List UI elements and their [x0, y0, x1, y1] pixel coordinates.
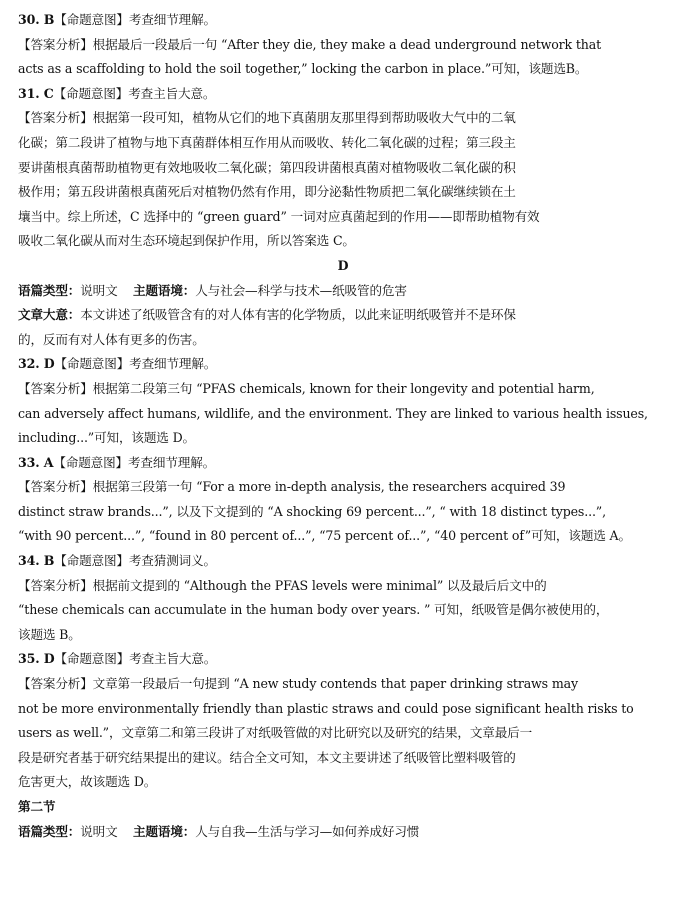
text-line — [18, 746, 668, 771]
text-line-content: 【答案分析】根据第二段第三句 “PFAS chemicals, known for their longevity and potential harm, — [18, 380, 595, 396]
section-heading — [18, 795, 668, 820]
labeled-line — [18, 303, 668, 328]
text-line-content: “with 90 percent...”, “found in 80 percent of...”, “75 percent of...”, “40 percent of”可知，该题选 A。 — [18, 528, 631, 544]
field-value: 本文讲述了纸吸管含有的对人体有害的化学物质，以此来证明纸吸管并不是环保 — [80, 307, 516, 323]
text-line — [18, 229, 668, 254]
question-number: 35. D — [18, 651, 55, 667]
text-line — [18, 598, 668, 623]
field-label: 文章大意： — [18, 307, 81, 323]
question-intent: 【命题意图】考查细节理解。 — [54, 12, 216, 27]
text-line — [18, 574, 668, 599]
field-value: 说明文 — [80, 823, 118, 839]
question-number: 32. D — [18, 356, 55, 372]
spacer — [118, 824, 133, 839]
text-line — [18, 33, 668, 58]
question-heading — [18, 647, 668, 672]
question-intent: 【命题意图】考查细节理解。 — [54, 356, 217, 372]
text-line-content: 段是研究者基于研究结果提出的建议。结合全文可知，本文主要讲述了纸吸管比塑料吸管的 — [18, 749, 516, 765]
text-line-content: can adversely affect humans, wildlife, and the environment. They are linked to various health issues, — [18, 405, 648, 421]
text-line-content: 【答案分析】根据前文提到的 “Although the PFAS levels were minimal” 以及最后后文中的 — [18, 577, 547, 593]
question-number: 34. B — [18, 553, 55, 569]
text-line — [18, 770, 668, 795]
section-letter — [18, 254, 668, 279]
text-line-content: 吸收二氧化碳从而对生态环境起到保护作用，所以答案选 C。 — [18, 233, 355, 249]
text-line-content: 化碳；第二段讲了植物与地下真菌群体相互作用从而吸收、转化二氧化碳的过程；第三段主 — [18, 134, 516, 150]
text-line — [18, 426, 668, 451]
question-number: 33. A — [18, 454, 54, 470]
question-heading — [18, 549, 668, 574]
answer-key-page — [18, 8, 668, 844]
text-line-content: 【答案分析】根据最后一段最后一句 “After they die, they make a dead underground network that — [18, 36, 602, 52]
text-line-content: acts as a scaffolding to hold the soil together,” locking the carbon in place.”可知，该题选B。 — [18, 61, 588, 77]
question-number: 30. B — [18, 12, 55, 27]
question-heading — [18, 451, 668, 476]
text-line — [18, 328, 668, 353]
text-line — [18, 377, 668, 402]
text-line-content: 危害更大，故该题选 D。 — [18, 774, 157, 790]
text-line — [18, 475, 668, 500]
spacer — [118, 283, 133, 298]
section-letter-text: D — [337, 257, 349, 273]
question-intent: 【命题意图】考查主旨大意。 — [53, 85, 216, 101]
field-value: 人与社会—科学与技术—纸吸管的危害 — [195, 282, 407, 298]
text-line-content: users as well.”，文章第二和第三段讲了对纸吸管做的对比研究以及研究的结果，文章最后一 — [18, 725, 533, 741]
question-intent: 【命题意图】考查细节理解。 — [53, 454, 216, 470]
text-line — [18, 106, 668, 131]
text-line-content: 的，反而有对人体有更多的伤害。 — [18, 331, 205, 347]
field-label: 语篇类型： — [18, 282, 81, 298]
text-line — [18, 721, 668, 746]
text-line — [18, 131, 668, 156]
text-line — [18, 156, 668, 181]
text-line-content: including...”可知，该题选 D。 — [18, 430, 195, 446]
text-line-content: 极作用；第五段讲菌根真菌死后对植物仍然有作用，即分泌黏性物质把二氧化碳继续锁在土 — [18, 184, 516, 200]
text-line — [18, 180, 668, 205]
text-line-content: 壤当中。综上所述，C 选择中的 “green guard” 一词对应真菌起到的作用——即帮助植物有效 — [18, 208, 540, 224]
text-line — [18, 524, 668, 549]
field-label: 主题语境： — [133, 823, 196, 839]
text-line — [18, 500, 668, 525]
text-line-content: 【答案分析】根据第一段可知，植物从它们的地下真菌朋友那里得到帮助吸收大气中的二氧 — [18, 110, 516, 126]
section-heading-text: 第二节 — [18, 799, 56, 814]
text-line — [18, 57, 668, 82]
labeled-line — [18, 820, 668, 845]
text-line-content: 要讲菌根真菌帮助植物更有效地吸收二氧化碳；第四段讲菌根真菌对植物吸收二氧化碳的积 — [18, 159, 516, 175]
text-line-content: not be more environmentally friendly than plastic straws and could pose significant health risks to — [18, 700, 634, 716]
text-line-content: distinct straw brands...”, 以及下文提到的 “A shocking 69 percent...”, “ with 18 distinct types...”, — [18, 503, 606, 519]
text-line-content: 【答案分析】根据第三段第一句 “For a more in-depth analysis, the researchers acquired 39 — [18, 479, 566, 495]
text-line — [18, 623, 668, 648]
text-line — [18, 672, 668, 697]
question-heading — [18, 8, 668, 33]
question-number: 31. C — [18, 85, 54, 101]
text-line — [18, 402, 668, 427]
text-line-content: “these chemicals can accumulate in the human body over years. ” 可知，纸吸管是偶尔被使用的， — [18, 602, 609, 618]
field-label: 语篇类型： — [18, 823, 81, 839]
labeled-line — [18, 279, 668, 304]
field-label: 主题语境： — [133, 282, 196, 298]
question-intent: 【命题意图】考查猜测词义。 — [54, 553, 216, 569]
text-line — [18, 697, 668, 722]
text-line-content: 该题选 B。 — [18, 626, 81, 642]
question-heading — [18, 82, 668, 107]
question-heading — [18, 352, 668, 377]
text-line-content: 【答案分析】文章第一段最后一句提到 “A new study contends that paper drinking straws may — [18, 676, 578, 692]
field-value: 人与自我—生活与学习—如何养成好习惯 — [195, 823, 420, 839]
field-value: 说明文 — [80, 282, 118, 298]
text-line — [18, 205, 668, 230]
question-intent: 【命题意图】考查主旨大意。 — [54, 651, 217, 667]
